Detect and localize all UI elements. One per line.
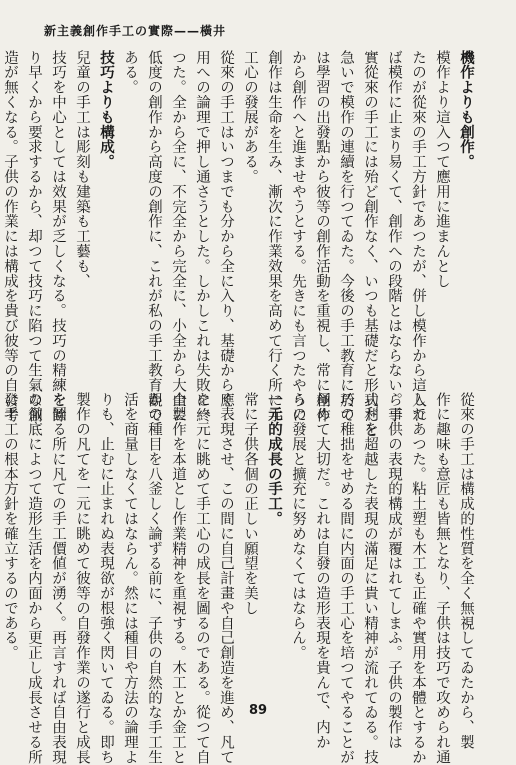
text-column: 從來の手工は構成的性質を全く無視してゐたから、製	[458, 392, 474, 750]
upper-text-block	[2, 50, 478, 438]
text-column: から創作へと進ませやうとする。先きにも言つたやうに	[290, 50, 306, 423]
text-column: たのが從來の手工方針であつたが、併し模作から這入れ	[410, 50, 426, 423]
section-heading-unified-growth: 一元的成長の手工。	[266, 392, 283, 527]
text-column: 常に子供各個の正しい願望を美し	[242, 392, 258, 616]
text-column: 活を商量しなくてはならん。然には種目や方法の論理よ	[122, 392, 138, 765]
text-column: 急いで模作の連續を行つてゐた。今後の手工教育に於て	[338, 50, 354, 423]
text-column: 由製作を本道とし作業精神を重視する。木工とか金工と	[170, 392, 186, 765]
section-heading-creation: 機作よりも創作。	[458, 50, 475, 170]
text-column: は學習の出發點から彼等の創作活動を重視し、常に創作	[314, 50, 330, 423]
text-column: 製作の凡てを一元に眺めて彼等の自發作業の遂行と成長	[74, 392, 90, 765]
text-column: かの種目を八釜しく論ずる前に、子供の自然的な手工生	[146, 392, 162, 765]
text-column: ば模作に止まり易くて、創作への段階とはならない。事	[386, 50, 402, 423]
text-column: を圖る所に凡ての手工價値が湧く。再言すれば自由表現	[50, 392, 66, 765]
text-column: 作に趣味も意匠も皆無となり、子供は技巧で攻められ通	[434, 392, 450, 765]
text-column: 技巧を中心としては效果が乏しくなる。技巧の精練を餘	[50, 50, 66, 423]
text-column: 兒童の手工は彫刻も建築も工藝も、	[74, 50, 90, 289]
text-column: 工心の發展がある。	[242, 50, 258, 185]
text-column: 創作は生命を生み、漸次に作業效果を高めて行く所に手	[266, 50, 282, 423]
text-column: り早くから要求するから、却つて技巧に陷つて生氣な創	[26, 50, 42, 423]
text-column: 低度の創作から高度の創作に、これが私の手工教育觀で	[146, 50, 162, 423]
section-heading-construction: 技巧よりも構成。	[98, 50, 115, 170]
text-column: く表現させ、この間に自己計畫や自己創造を進め、凡て	[218, 392, 234, 765]
text-column: らの發展と擴充に努めなくてはならん。	[290, 392, 306, 661]
text-column: 從來の手工はいつまでも分から全に入り、基礎から應	[218, 50, 234, 408]
text-column: 用への論理で押し通さうとした。しかしこれは失敗に終	[194, 50, 210, 423]
text-column: 極めて大切だ。これは自發の造形表現を貴んで、内か	[314, 392, 330, 750]
text-column: しであつた。粘土塑も木工も正確や實用を本體とするか	[410, 392, 426, 765]
text-column: に手工の根本方針を確立するのである。	[2, 392, 18, 661]
text-column: 巧の稚拙をせめる間に内面の手工心を培つてやることが	[338, 392, 354, 765]
text-column: 實從來の手工には殆ど創作なく、いつも基礎だと形式だと	[362, 50, 378, 438]
text-column: りも、止むに止まれぬ表現欲が根強く閃いてゐる。即ち	[98, 392, 114, 765]
text-column: 造が無くなる。子供の作業には構成を貴び彼等の自發考	[2, 50, 18, 423]
page-number: 89	[248, 703, 268, 718]
text-column: 模作より這入つて應用に進まんとし	[434, 50, 450, 289]
text-column: ら子供の表現的構成が覆はれてしまふ。子供の製作は	[386, 392, 402, 750]
text-column: を一元に眺めて手工心の成長を圖るのである。從つて自	[194, 392, 210, 765]
text-column: ある。	[122, 50, 138, 95]
running-head: 新主義創作手工の實際——橫井	[44, 24, 227, 38]
text-column: 功利を超越した表現の滿足に貴い精神が流れてゐる。技	[362, 392, 378, 765]
text-column: つた。全から全に、不完全から完全に、小全から大全に	[170, 50, 186, 423]
text-column: の徹底によつて造形生活を内面から更正し成長させる所	[26, 392, 42, 765]
